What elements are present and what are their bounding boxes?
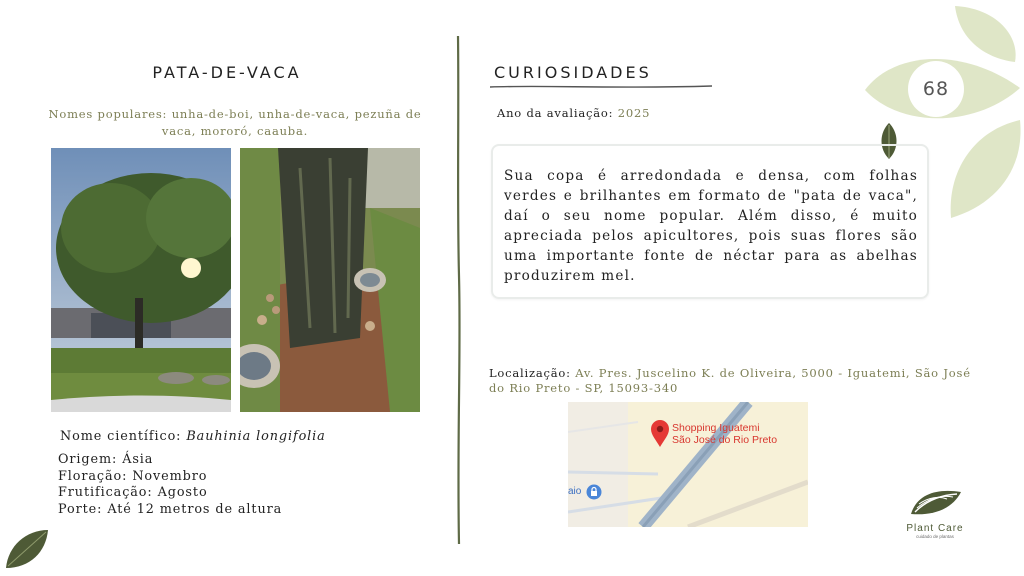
fruiting-label: Frutificação: [58,485,153,500]
map-pin-icon[interactable] [650,420,670,448]
size-label: Porte: [58,501,103,517]
tree-photo [51,148,231,412]
origin-label: Origem: [58,452,118,467]
scientific-name-value: Bauhinia longifolia [186,429,326,444]
lock-poi-icon[interactable] [586,484,602,500]
fruiting-row [58,485,282,502]
map-place-line2: São José do Rio Preto [672,434,778,446]
curiosity-card [491,144,929,299]
evaluation-year-value: 2025 [617,106,651,120]
evaluation-year [497,106,650,120]
popular-names-value: unha-de-boi, unha-de-vaca, pezuña de vaca, mororó, caauba. [161,107,422,138]
plant-title: PATA-DE-VACA [152,63,302,82]
title-underline [490,84,712,90]
trunk-photo [240,148,420,412]
evaluation-year-label: Ano da avaliação: [497,106,614,120]
map-roads [568,402,808,527]
scientific-name-label: Nome científico: [60,429,182,444]
flowering-row [58,469,282,486]
page-number-badge [908,61,964,117]
flowering-label: Floração: [58,468,128,484]
popular-names [30,106,440,140]
location-map[interactable] [568,402,808,527]
map-place-line1: Shopping Iguatemi [672,422,760,434]
plant-details [58,452,282,518]
location-label: Localização: [489,366,571,380]
brand-logo [900,486,970,539]
flowering-value: Novembro [132,468,208,484]
location [489,366,974,396]
curiosities-title: CURIOSIDADES [494,63,652,82]
map-place-label [672,422,777,446]
popular-names-label: Nomes populares: [48,107,168,121]
brand-name: Plant Care [906,523,964,534]
scientific-name-row [60,429,326,444]
brand-tagline: cuidado de plantas [916,534,954,539]
location-value: Av. Pres. Juscelino K. de Oliveira, 5000 - Iguatemi, São José do Rio Preto - SP, 15093-340 [489,366,971,395]
curiosity-text: Sua copa é arredondada e densa, com folhas verdes e brilhantes em formato de "pata de vaca", daí o seu nome popular. Além disso, é muito apreciada pelos apicultores, pois suas flores são uma importante fonte de néctar para as abelhas produzirem mel. [504,168,918,284]
size-row [58,502,282,519]
leaf-corner-icon [2,526,52,572]
brand-leaf-icon [907,486,963,518]
fruiting-value: Agosto [157,485,208,500]
center-divider [452,36,466,544]
map-side-text: aio [568,486,582,497]
size-value: Até 12 metros de altura [107,501,283,517]
origin-value: Ásia [122,452,154,467]
page-number: 68 [922,78,950,100]
origin-row [58,452,282,469]
